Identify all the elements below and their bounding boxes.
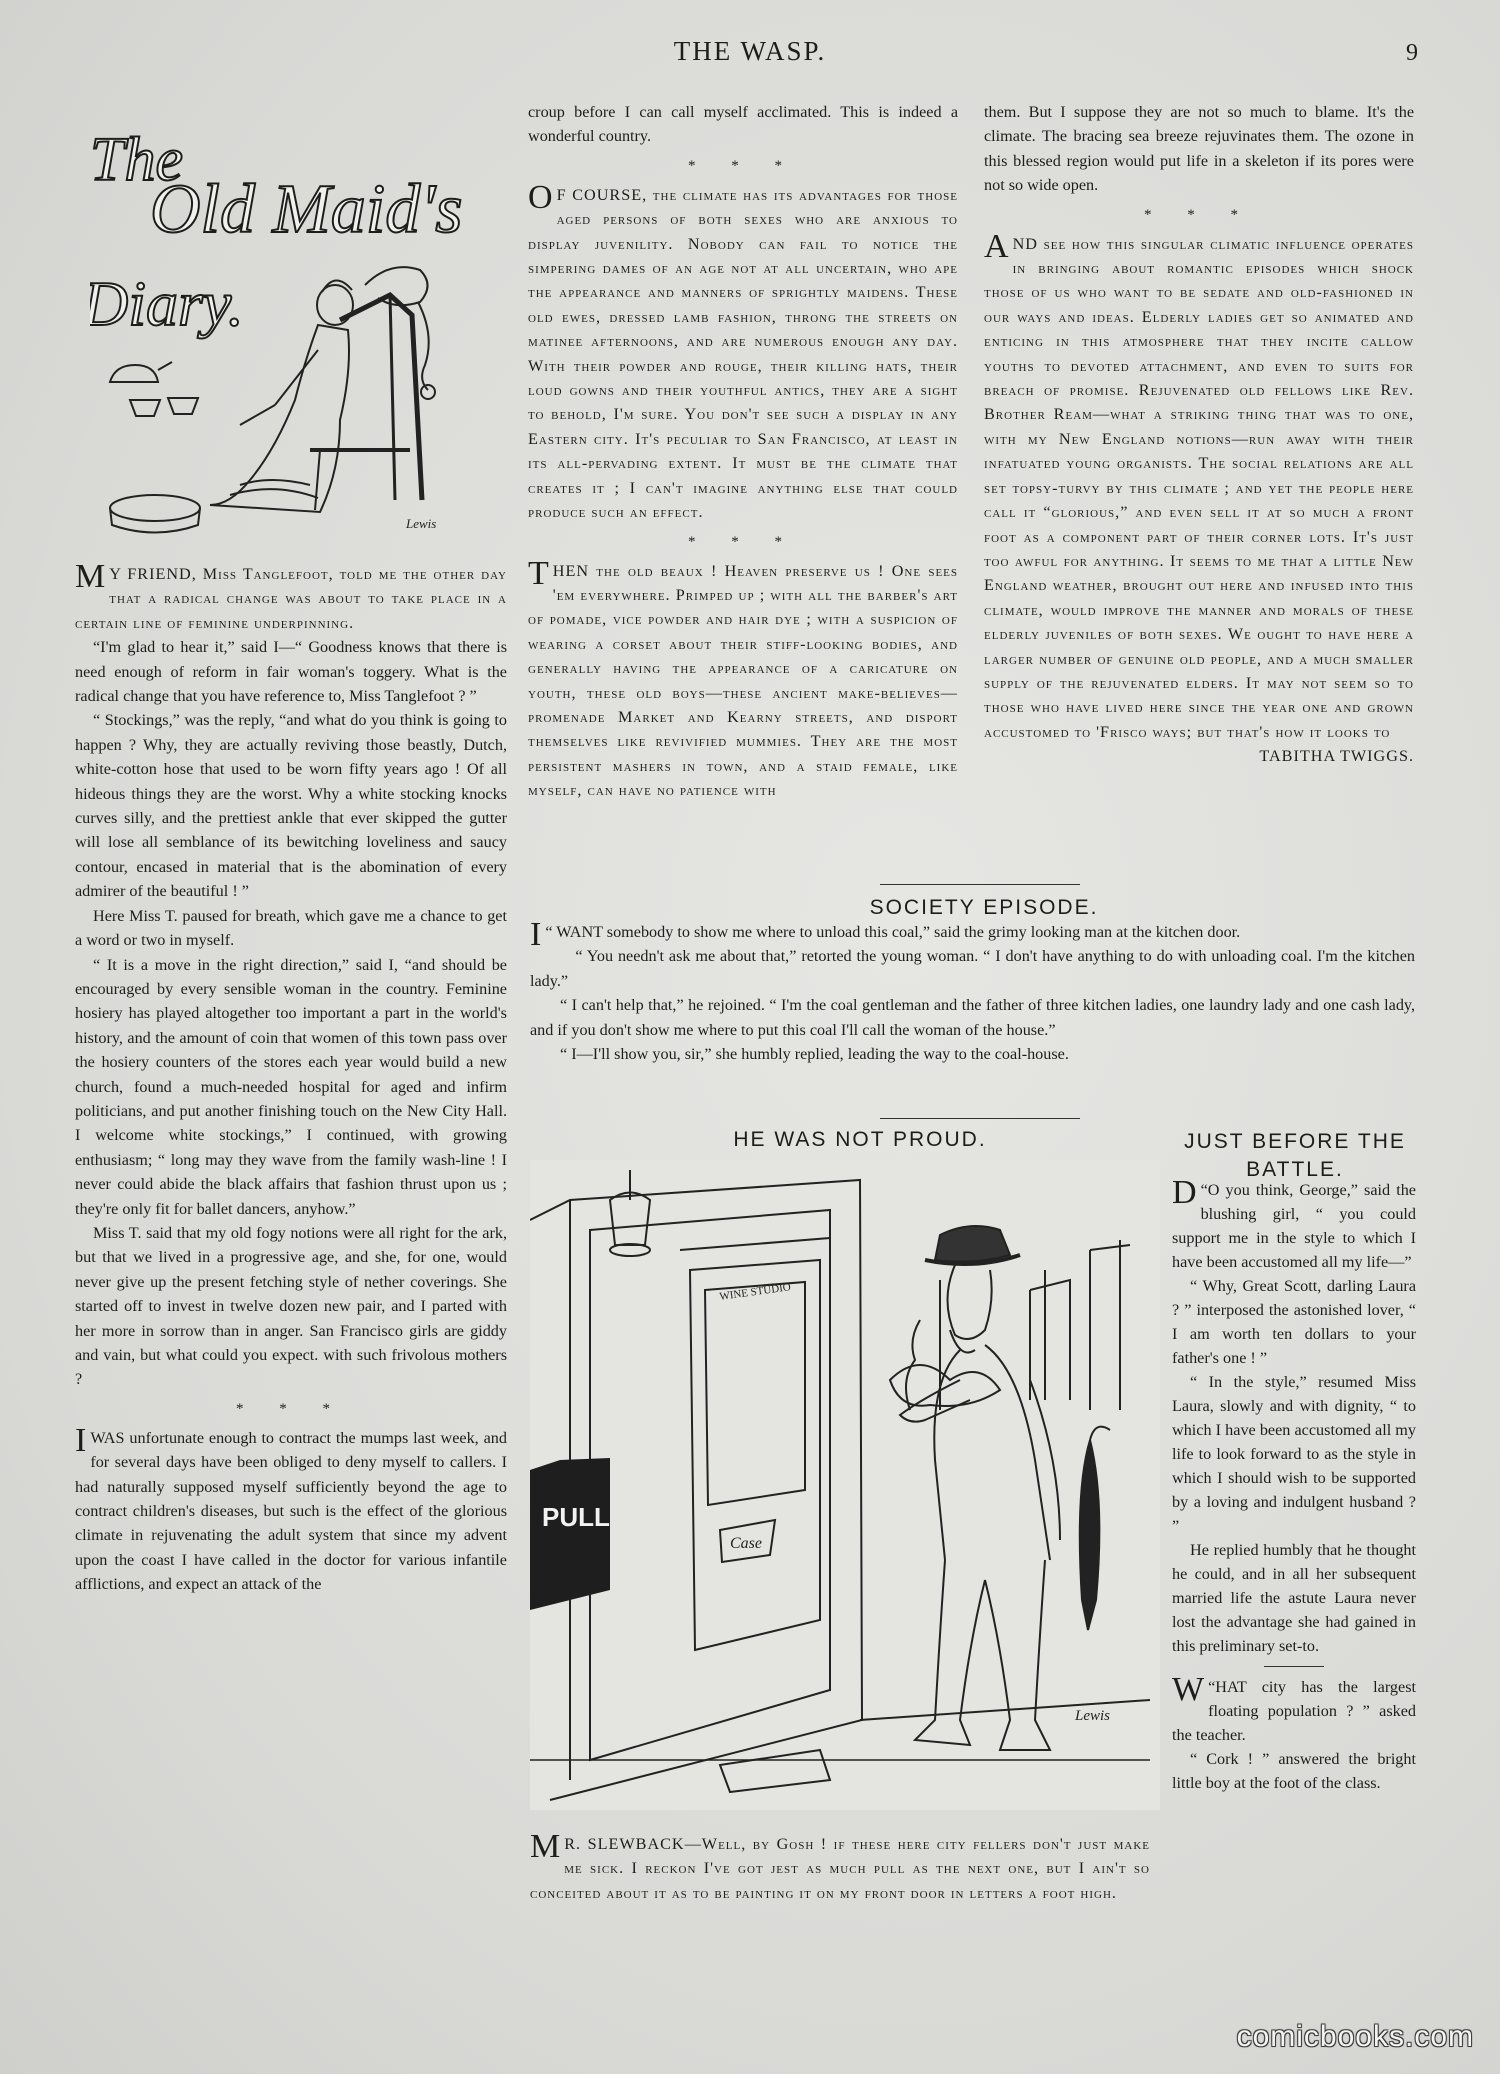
paragraph: “ W HAT city has the largest floating population ? ” asked the teacher. [1172, 1671, 1416, 1744]
paragraph: Miss T. said that my old fogy notions were all right for the ark, but that we lived in a progressive age, and she, for one, would never give up the present fetching style of nether coverings. She started off to invest in twelve dozen new pair, and I parted with her more in sorrow than in anger. San Francisco girls are giddy and vain, but what could you expect. with such frivolous mothers ? [75, 1223, 507, 1389]
old-maids-diary-masthead [90, 120, 510, 540]
masthead-illustration [90, 120, 510, 540]
publication-title: THE WASP. [673, 36, 827, 66]
paragraph: “I'm glad to hear it,” said I—“ Goodness knows that there is need enough of reform in fair woman's toggery. What is the radical change that you have reference to, Miss Tanglefoot ? ” [75, 638, 507, 706]
paragraph: M R. SLEWBACK—Well, by Gosh ! if these here city fellers don't just make me sick. I reckon I've got jest as much pull as the next one, but I ain't so conceited about it as to be painting it on my front door in letters a foot high. [530, 1828, 1150, 1902]
paragraph: “ I—I'll show you, sir,” she humbly replied, leading the way to the coal-house. [560, 1045, 1069, 1064]
column-2 [528, 100, 958, 803]
box-label: Case [730, 1535, 762, 1552]
divider [880, 1118, 1080, 1119]
paragraph: THEN the old beaux ! Heaven preserve us ! One sees 'em everywhere. Primped up ; with all the barber's art of pomade, vice powder and hair dye ; with a suspicion of wearing a corset about their stiff-looking bodies, and generally having the appearance of a caricature on youth, these old boys—these ancient make-believes—promenade Market and Kearny streets, and disport themselves like revivified mummies. They are the most persistent mashers in town, and a staid female, like myself, can have no patience with [528, 554, 958, 800]
cartoon-illustration [530, 1160, 1160, 1810]
paragraph: “ In the style,” resumed Miss Laura, slowly and with dignity, “ to which I have been accustomed all my life to look forward to as the style in which I should wish to be supported by a loving and indulgent husband ? ” [1172, 1373, 1416, 1535]
paragraph: “ D O you think, George,” said the blushing girl, “ you could support me in the style to which I have been accustomed all my life—” [1172, 1174, 1416, 1271]
paragraph: them. But I suppose they are not so much to blame. It's the climate. The bracing sea breeze rejuvinates them. The ozone in this blessed region would put life in a skeleton if its pores were not so wide open. [984, 103, 1414, 195]
column-3 [984, 100, 1414, 769]
divider [880, 884, 1080, 885]
window-lettering: WINE STUDIO [718, 1281, 792, 1303]
section-break: * * * [688, 533, 798, 550]
paragraph: “ I WANT somebody to show me where to unload this coal,” said the grimy looking man at the kitchen door. [530, 916, 1241, 953]
watermark: comicbooks.com [1236, 2020, 1474, 2053]
paragraph: “ I can't help that,” he rejoined. “ I'm the coal gentleman and the father of three kitchen ladies, one laundry lady and one cash lady, and if you don't show me where to put this coal I'll call the woman of the house.” [530, 996, 1415, 1039]
paragraph: M Y FRIEND, Miss Tanglefoot, told me the other day that a radical change was about to take place in a certain line of feminine underpinning. [75, 558, 507, 632]
just-before-battle-title: JUST BEFORE THE BATTLE. [1184, 1130, 1406, 1181]
cartoon-title: HE WAS NOT PROUD. [733, 1128, 987, 1151]
divider [1264, 1666, 1324, 1667]
paragraph: I WAS unfortunate enough to contract the mumps last week, and for several days have been obliged to deny myself to callers. I had naturally supposed myself sufficiently beyond the age to contract children's diseases, but such is the effect of the glorious climate in rejuvenating the adult system that since my advent upon the coast I have called in the doctor for various infantile afflictions, and expect an attack of the [75, 1421, 507, 1594]
paragraph: Here Miss T. paused for breath, which gave me a chance to get a word or two in myself. [75, 906, 507, 950]
svg-text:Diary.: Diary. [90, 268, 244, 339]
pull-sign: PULL [542, 1502, 610, 1532]
masthead-signature: Lewis [406, 516, 437, 531]
page-number: 9 [1406, 40, 1418, 66]
section-break: * * * [236, 1400, 346, 1417]
section-break: * * * [688, 157, 798, 174]
paragraph: “ Cork ! ” answered the bright little boy at the foot of the class. [1172, 1750, 1416, 1792]
paragraph: AND see how this singular climatic influence operates in bringing about romantic episodes which shock those of us who want to be sedate and old-fashioned in our ways and ideas. Elderly ladies get so animated and enticing in this atmosphere that they incite callow youths to devoted attachment, and even to suits for breach of promise. Rejuvenated old fellows like Rev. Brother Ream—what a striking thing that was to one, with my New England notions—run away with their infatuated young organists. The social relations are all set topsy-turvy by this climate ; and yet the people here call it “glorious,” and even sell it at so much a front foot as a component part of their corner lots. It's just too awful for anything. It seems to me that a little New England weather, brought out here and infused into this climate, would improve the manner and morals of these elderly juveniles of both sexes. We ought to have here a larger number of genuine old people, and a much smaller supply of the rejuvenated elders. It may not seem so to those who have lived here since the year one and grown accustomed to 'Frisco ways; but that's how it looks to [984, 227, 1414, 741]
section-break: * * * [1144, 206, 1254, 223]
paragraph: “ It is a move in the right direction,” said I, “and should be encouraged by every sensible woman in the country. Feminine hosiery has played altogether too important a part in the world's history, and the amount of coin that women of this town pass over the hosiery counters of the stores each year would build a new church, found a much-needed hospital for aged and infirm politicians, and put another finishing touch on the New City Hall. I welcome white stockings,” I continued, with growing enthusiasm; “ long may they wave from the family wash-line ! I never could abide the black affairs that fashion thrust upon us ; they're only fit for ballet dancers, anyhow.” [75, 955, 507, 1218]
paragraph: O F COURSE, the climate has its advantages for those aged persons of both sexes who are anxious to display juvenility. Nobody can fail to notice the simpering dames of an age not at all uncertain, who ape the appearance and manners of sprightly maidens. These old ewes, dressed lamb fashion, throng the streets on matinee afternoons, and are numerous enough any day. With their powder and rouge, their killing hats, their loud gowns and their youthful antics, they are a sight to behold, I'm sure. You don't see such a display in any Eastern city. It's peculiar to San Francisco, at least in its all-pervading extent. It must be the climate that creates it ; I can't imagine anything else that could produce such an effect. [528, 178, 958, 522]
cartoon-signature: Lewis [1075, 1708, 1111, 1724]
paragraph: croup before I can call myself acclimated. This is indeed a wonderful country. [528, 103, 958, 146]
paragraph: “ Stockings,” was the reply, “and what do you think is going to happen ? Why, they are actually reviving those beastly, Dutch, white-cotton hose that used to be worn fifty years ago ! Of all hideous things they are the worst. Why a white stocking knocks curves silly, and the prettiest ankle that ever skipped the gutter will lose all semblance of its bewitching loveliness and saucy contour, encased in material that is the abomination of every admirer of the beautiful ! ” [75, 711, 507, 901]
paragraph: He replied humbly that he thought he could, and in all her subsequent married life the astute Laura never lost the advantage she had gained in this preliminary set-to. [1172, 1541, 1416, 1655]
cartoon-caption [530, 1828, 1150, 1905]
svg-text:Old Maid's: Old Maid's [150, 171, 463, 248]
author-signature: TABITHA TWIGGS. [1259, 747, 1414, 766]
society-episode [530, 916, 1415, 1066]
column-1 [75, 558, 507, 1597]
society-episode-title: SOCIETY EPISODE. [869, 896, 1099, 919]
column-4 [1172, 1174, 1416, 1795]
svg-text:The: The [90, 126, 183, 194]
paragraph: “ Why, Great Scott, darling Laura ? ” interposed the astonished lover, “ I am worth ten dollars to your father's one ! ” [1172, 1277, 1416, 1367]
paragraph: “ You needn't ask me about that,” retorted the young woman. “ I don't have anything to do with unloading coal. I'm the kitchen lady.” [530, 947, 1415, 990]
he-was-not-proud-cartoon [530, 1160, 1160, 1810]
